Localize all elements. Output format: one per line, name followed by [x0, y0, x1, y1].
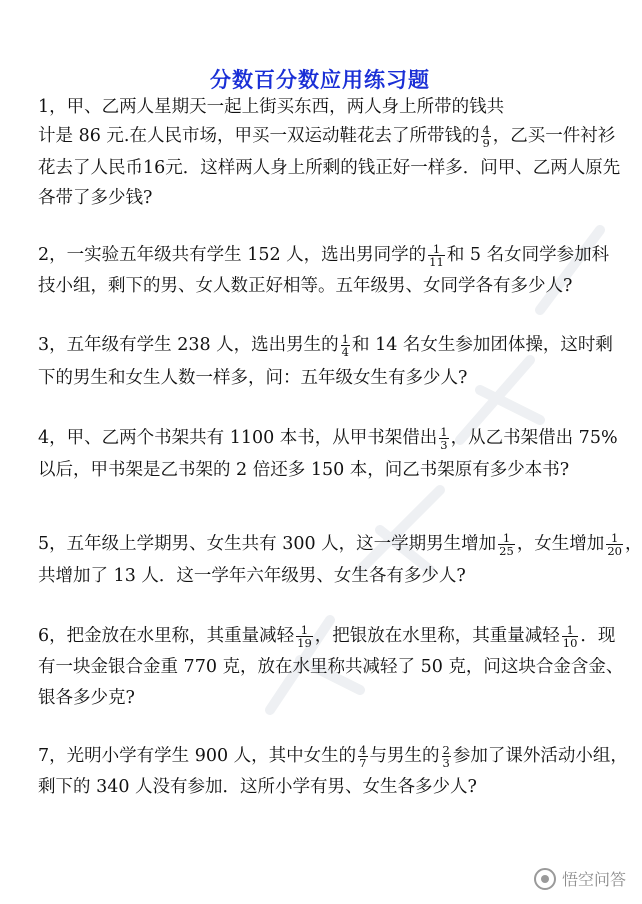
problem-3-line-2: 下的男生和女生人数一样多，问：五年级女生有多少人? [38, 368, 468, 388]
text-segment: 计是 86 元.在人民市场，甲买一双运动鞋花去了所带钱的 [38, 126, 480, 146]
problem-6-line-1 [38, 624, 620, 649]
fraction-numerator: 1 [610, 531, 619, 545]
problem-4-line-1 [38, 426, 620, 451]
fraction [439, 426, 448, 451]
problem-4-line-2: 以后，甲书架是乙书架的 2 倍还多 150 本，问乙书架原有多少本书? [38, 460, 570, 480]
text-segment: 和 5 名女同学参加科 [446, 245, 610, 265]
fraction-numerator: 4 [482, 123, 490, 137]
text-segment: ．现 [580, 626, 616, 646]
problem-1-line-1: 1，甲、乙两人星期天一起上街买东西，两人身上所带的钱共 [38, 97, 505, 117]
problem-3-line-1 [38, 333, 620, 358]
problem-2-line-1 [38, 243, 620, 268]
fraction [358, 744, 367, 769]
fraction-numerator: 1 [432, 242, 441, 256]
fraction-numerator: 1 [502, 531, 511, 545]
text-segment: 和 14 名女生参加团体操，这时剩 [352, 335, 613, 355]
text-segment: ，把银放在水里称，其重量减轻 [314, 626, 560, 646]
problem-7-line-2: 剩下的 340 人没有参加．这所小学有男、女生各多少人? [38, 777, 477, 797]
fraction-denominator: 4 [341, 345, 349, 359]
problem-7-line-1 [38, 743, 628, 770]
problem-6-line-3: 银各多少克? [38, 688, 135, 708]
problem-5-line-1 [38, 531, 642, 558]
text-segment: 3，五年级有学生 238 人，选出男生的 [38, 335, 339, 355]
fraction-denominator: 7 [359, 756, 367, 770]
fraction-denominator: 10 [562, 636, 578, 650]
fraction-denominator: 9 [482, 136, 490, 150]
text-segment: 7，光明小学有学生 900 人，其中女生的 [38, 746, 357, 766]
text-segment: ，乙买一件衬衫 [492, 126, 616, 146]
fraction-denominator: 3 [442, 756, 450, 770]
text-segment: 2，一实验五年级共有学生 152 人，选出男同学的 [38, 245, 427, 265]
fraction-denominator: 20 [607, 544, 622, 558]
watermark [534, 867, 626, 890]
watermark-text: 悟空问答 [561, 870, 626, 889]
fraction-denominator: 19 [297, 636, 312, 650]
text-segment: 5，五年级上学期男、女生共有 300 人，这一学期男生增加 [38, 534, 497, 554]
text-segment: 6，把金放在水里称，其重量减轻 [38, 626, 295, 646]
text-segment: ，女生增加 [516, 534, 605, 554]
fraction [296, 624, 313, 649]
fraction [442, 744, 451, 769]
text-segment: 与男生的 [369, 746, 440, 766]
problem-1-line-3: 花去了人民币16元．这样两人身上所剩的钱正好一样多．问甲、乙两人原先 [38, 158, 621, 178]
fraction [428, 243, 445, 268]
fraction [606, 532, 623, 557]
text-segment: ，从乙书架借出 75% [450, 428, 618, 448]
text-segment: ， [624, 534, 642, 554]
page-title: 分数百分数应用练习题 [210, 68, 430, 92]
fraction [562, 624, 579, 649]
text-segment: 参加了课外活动小组， [452, 746, 628, 766]
fraction-numerator: 1 [440, 425, 448, 439]
fraction [341, 333, 350, 358]
problem-1-line-2 [38, 124, 620, 149]
fraction-denominator: 11 [429, 255, 444, 269]
problem-2-line-2: 技小组，剩下的男、女人数正好相等。五年级男、女同学各有多少人? [38, 276, 573, 296]
problem-1-line-4: 各带了多少钱? [38, 188, 153, 208]
problem-5-line-2: 共增加了 13 人．这一学年六年级男、女生各有多少人? [38, 566, 466, 586]
fraction-numerator: 1 [566, 623, 574, 637]
fraction-numerator: 1 [341, 332, 349, 346]
fraction-numerator: 4 [359, 743, 367, 757]
wukong-logo-icon [534, 868, 556, 890]
fraction-numerator: 2 [442, 743, 450, 757]
text-segment: 4，甲、乙两个书架共有 1100 本书，从甲书架借出 [38, 428, 438, 448]
fraction-denominator: 25 [499, 544, 514, 558]
fraction-numerator: 1 [300, 623, 309, 637]
problem-6-line-2: 有一块金银合金重 770 克，放在水里称共减轻了 50 克，问这块合金含金、 [38, 657, 624, 677]
fraction [481, 124, 490, 149]
fraction-denominator: 3 [440, 438, 448, 452]
fraction [498, 532, 515, 557]
